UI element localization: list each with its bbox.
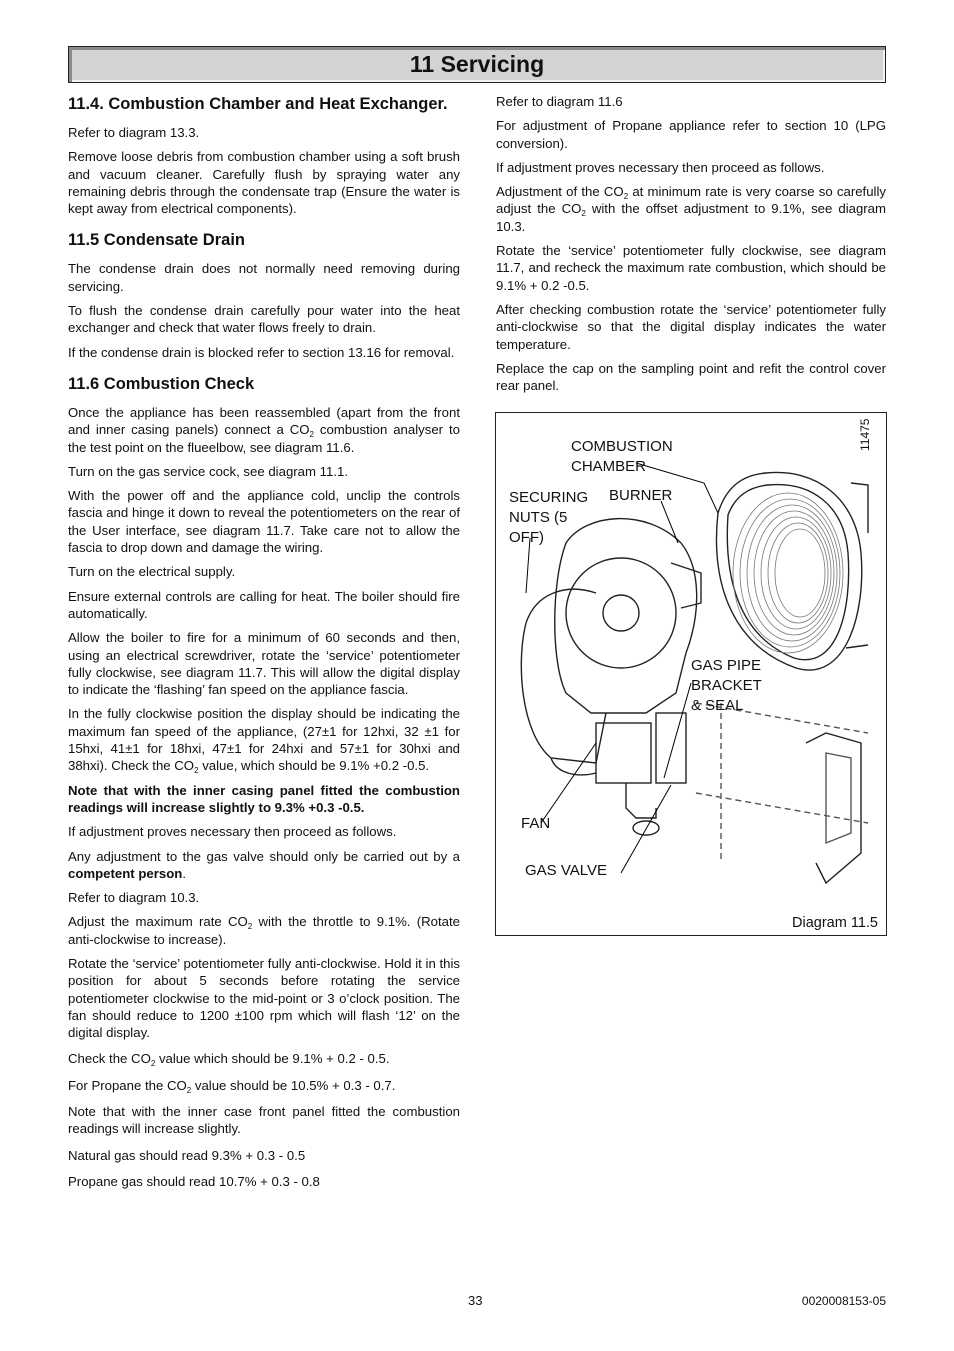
note-paragraph: Note that with the inner casing panel fitted the combustion readings will increase slightly to 9.3% +0.3 -0.5. bbox=[68, 782, 460, 815]
label-burner: BURNER bbox=[609, 487, 673, 504]
label-gas-pipe-bracket: GAS PIPE BRACKET & SEAL bbox=[691, 657, 762, 714]
paragraph: Refer to diagram 11.6 bbox=[496, 94, 623, 109]
paragraph: Remove loose debris from combustion chamber using a soft brush and vacuum cleaner. Carefully flush by spraying water any remaining debris through the condensate trap (Ensure the water is kept away from electrical components). bbox=[68, 149, 460, 217]
paragraph: For Propane the $CO_2$ value should be 10.5% + 0.3 - 0.7. bbox=[68, 1077, 396, 1095]
section-title-bar bbox=[68, 46, 886, 83]
paragraph: Refer to diagram 13.3. bbox=[68, 125, 200, 140]
paragraph: Note that with the inner case front panel fitted the combustion readings will increase slightly. bbox=[68, 1104, 460, 1137]
paragraph: The condense drain does not normally need removing during servicing. bbox=[68, 261, 460, 294]
drawing-reference-number: 11475 bbox=[858, 418, 872, 451]
paragraph: If adjustment proves necessary then proceed as follows. bbox=[68, 824, 397, 840]
label-gas-valve: GAS VALVE bbox=[525, 862, 607, 879]
left-column bbox=[68, 93, 460, 1197]
diagram-11-5 bbox=[495, 412, 887, 936]
page-number: 33 bbox=[468, 1293, 483, 1308]
paragraph: With the power off and the appliance cold, unclip the controls fascia and hinge it down to reveal the potentiometers on the rear of the User interface, see diagram 11.7. Take care not to allow the fascia to drop down and damage the wiring. bbox=[68, 488, 460, 556]
paragraph: If adjustment proves necessary then proceed as follows. bbox=[496, 159, 825, 175]
paragraph: Refer to diagram 10.3. bbox=[68, 890, 200, 906]
label-securing-nuts: SECURING NUTS (5 OFF) bbox=[509, 489, 589, 546]
paragraph: Ensure external controls are calling for heat. The boiler should fire automatically. bbox=[68, 588, 460, 621]
paragraph: Rotate the ‘service’ potentiometer fully anti-clockwise. Hold it in this position for about 5 seconds before rotating the service potentiometer clockwise to the mid-point or 3 o’clock position. The fan should reduce to 1200 ±100 rpm which will flash ‘12’ on the digital display. bbox=[68, 955, 460, 1041]
label-fan: FAN bbox=[521, 815, 551, 832]
paragraph: In the fully clockwise position the display should be indicating the maximum fan speed of the appliance, (27±1 for 12hxi, 32 ±1 for 15hxi, 41±1 for 18hxi, 47±1 for 24hxi and 57±1 for 30hxi and 38hxi). Check the $CO_2$ value, which should be 9.1% +0.2 -0.5. bbox=[68, 706, 460, 776]
document-number: 0020008153-05 bbox=[801, 1294, 886, 1308]
paragraph: Rotate the ‘service’ potentiometer fully clockwise, see diagram 11.7, and recheck the maximum rate combustion, which should be 9.1% + 0.2 -0.5. bbox=[496, 243, 886, 293]
paragraph: Natural gas should read 9.3% + 0.3 - 0.5 bbox=[68, 1147, 306, 1163]
heading-11-6: 11.6 Combustion Check bbox=[68, 374, 255, 393]
heading-11-4: 11.4. Combustion Chamber and Heat Exchanger. bbox=[68, 95, 448, 113]
paragraph: After checking combustion rotate the ‘service’ potentiometer fully anti-clockwise so that the digital display indicates the water temperature. bbox=[496, 301, 886, 352]
paragraph: If the condense drain is blocked refer to section 13.16 for removal. bbox=[68, 344, 455, 360]
right-column bbox=[496, 93, 886, 401]
paragraph: Adjustment of the $CO_2$ at minimum rate is very coarse so carefully adjust the $CO_2$ with the offset adjustment to 9.1%, see diagram 10.3. bbox=[496, 184, 886, 234]
paragraph: Turn on the gas service cock, see diagram 11.1. bbox=[68, 463, 349, 479]
heading-11-5: 11.5 Condensate Drain bbox=[68, 231, 245, 250]
paragraph: Replace the cap on the sampling point and refit the control cover rear panel. bbox=[496, 360, 886, 394]
paragraph: To flush the condense drain carefully pour water into the heat exchanger and check that water flows freely to drain. bbox=[68, 303, 460, 336]
paragraph: For adjustment of Propane appliance refer to section 10 (LPG conversion). bbox=[496, 118, 886, 151]
paragraph: Check the $CO_2$ value which should be 9.1% + 0.2 - 0.5. bbox=[68, 1051, 390, 1069]
diagram-caption: Diagram 11.5 bbox=[792, 915, 878, 931]
paragraph: Allow the boiler to fire for a minimum of 60 seconds and then, using an electrical screwdriver, rotate the ‘service’ potentiometer fully clockwise, see diagram 11.7. This will allow the digital display to indicate the ‘flashing’ fan speed on the appliance fascia. bbox=[68, 630, 460, 698]
page-title: 11 Servicing bbox=[409, 51, 545, 77]
paragraph: Once the appliance has been reassembled (apart from the front and inner casing panels) connect a $CO_2$ combustion analyser to the test point on the flueelbow, see diagram 11.6. bbox=[68, 404, 460, 455]
paragraph: Turn on the electrical supply. bbox=[68, 564, 236, 580]
paragraph: Propane gas should read 10.7% + 0.3 - 0.8 bbox=[68, 1173, 320, 1189]
paragraph: Any adjustment to the gas valve should only be carried out by a competent person. bbox=[68, 848, 460, 881]
label-combustion-chamber: COMBUSTION CHAMBER bbox=[571, 438, 673, 475]
paragraph: Adjust the maximum rate $CO_2$ with the throttle to 9.1%. (Rotate anti-clockwise to increase). bbox=[68, 914, 460, 947]
